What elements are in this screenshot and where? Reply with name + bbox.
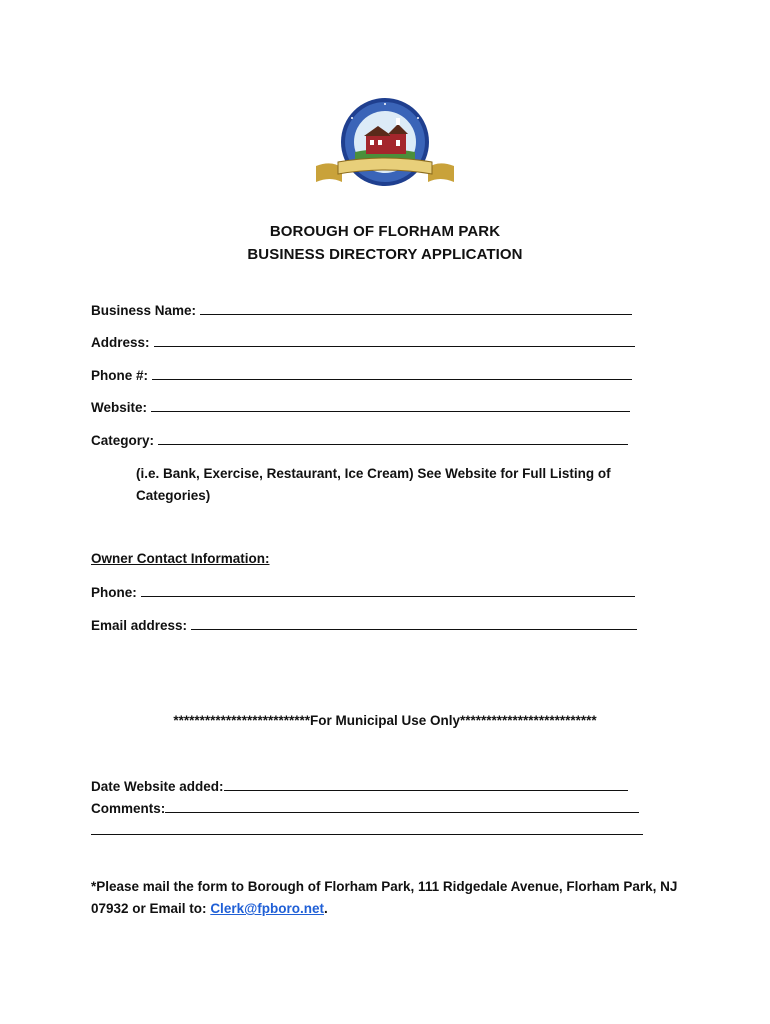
owner-email-row bbox=[91, 617, 637, 633]
comments-field-line2[interactable] bbox=[91, 822, 643, 835]
borough-seal-logo bbox=[312, 96, 458, 192]
website-label: Website: bbox=[91, 400, 148, 415]
page-title-line2: BUSINESS DIRECTORY APPLICATION bbox=[247, 246, 523, 263]
category-note: (i.e. Bank, Exercise, Restaurant, Ice Cream) See Website for Full Listing of Categories) bbox=[136, 466, 611, 503]
address-field[interactable] bbox=[154, 334, 635, 347]
phone-label: Phone #: bbox=[91, 368, 149, 383]
comments-row bbox=[91, 800, 639, 816]
footer-period: . bbox=[323, 901, 328, 916]
phone-row bbox=[91, 367, 632, 383]
business-name-row bbox=[91, 302, 632, 318]
date-added-label: Date Website added: bbox=[91, 779, 224, 794]
owner-phone-field[interactable] bbox=[141, 584, 635, 597]
comments-continuation-row bbox=[91, 822, 643, 835]
category-row bbox=[91, 432, 628, 448]
comments-field[interactable] bbox=[165, 800, 639, 813]
mailing-instructions bbox=[91, 876, 681, 920]
owner-contact-heading: Owner Contact Information: bbox=[91, 551, 270, 566]
phone-field[interactable] bbox=[152, 367, 632, 380]
owner-email-field[interactable] bbox=[191, 617, 637, 630]
website-field[interactable] bbox=[151, 399, 630, 412]
comments-label: Comments: bbox=[91, 801, 166, 816]
owner-email-label: Email address: bbox=[91, 618, 188, 633]
website-row bbox=[91, 399, 630, 415]
owner-phone-label: Phone: bbox=[91, 585, 137, 600]
address-label: Address: bbox=[91, 335, 150, 350]
date-added-row bbox=[91, 778, 628, 794]
business-name-label: Business Name: bbox=[91, 303, 197, 318]
page-title-line1: BOROUGH OF FLORHAM PARK bbox=[269, 223, 501, 240]
category-field[interactable] bbox=[158, 432, 628, 445]
category-label: Category: bbox=[91, 433, 155, 448]
date-added-field[interactable] bbox=[224, 778, 628, 791]
address-row bbox=[91, 334, 635, 350]
owner-phone-row bbox=[91, 584, 635, 600]
mailing-instructions-text: *Please mail the form to Borough of Florham Park, 111 Ridgedale Avenue, Florham Park, NJ 07932 or Email to: bbox=[91, 879, 678, 916]
clerk-email-link[interactable]: Clerk@fpboro.net bbox=[210, 901, 324, 916]
municipal-use-banner: **************************For Municipal Use Only************************** bbox=[173, 713, 597, 728]
business-name-field[interactable] bbox=[200, 302, 632, 315]
